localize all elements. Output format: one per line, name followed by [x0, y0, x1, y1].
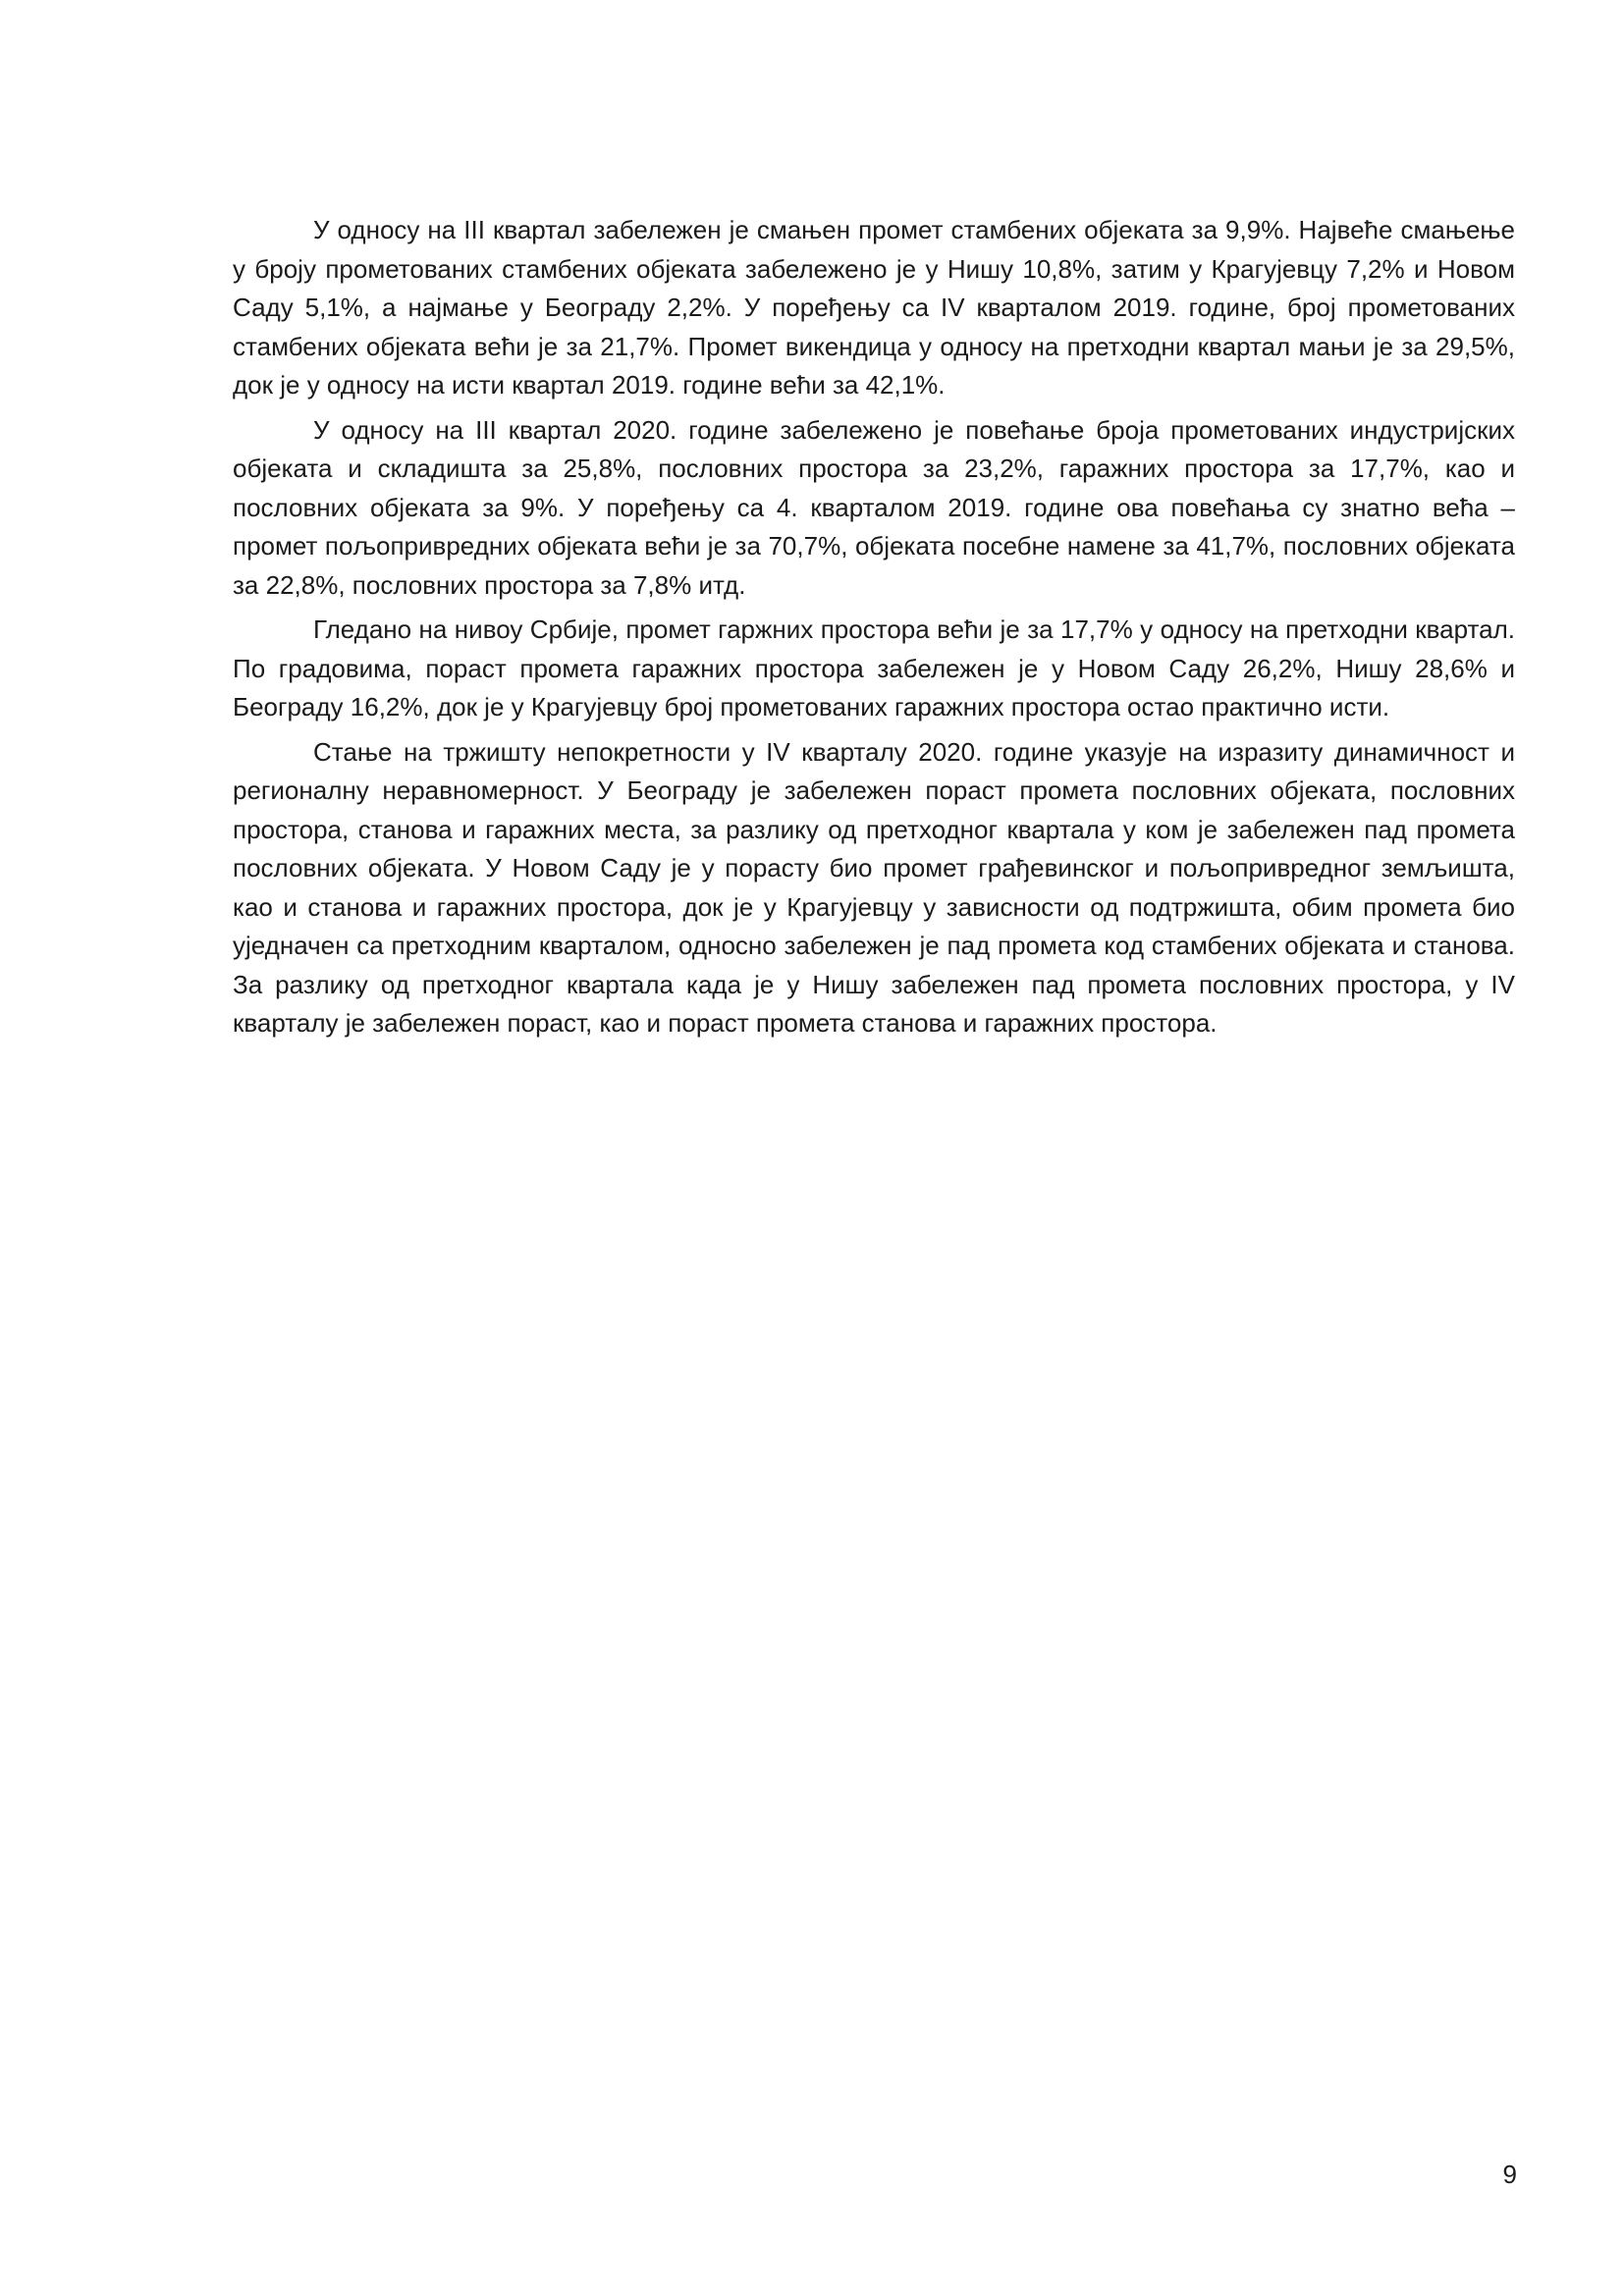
page-number: 9 [1502, 2160, 1517, 2189]
paragraph-commercial-turnover: У односу на III квартал 2020. године забележено је повећање броја прометованих индустријских објеката и складишта за 25,8%, пословних простора за 23,2%, гаражних простора за 17,7%, као и пословних објеката за 9%. У поређењу са 4. кварталом 2019. године ова повећања су знатно већа – промет пољопривредних објеката већи је за 70,7%, објеката посебне намене за 41,7%, пословних објеката за 22,8%, пословних простора за 7,8% итд. [233, 414, 1515, 600]
paragraph-garage-turnover: Гледано на нивоу Србије, промет гаржних простора већи је за 17,7% у односу на претходни квартал. По градовима, пораст промета гаражних простора забележен је у Новом Саду 26,2%, Нишу 28,6% и Београду 16,2%, док је у Крагујевцу број прометованих гаражних простора остао практично исти. [233, 614, 1515, 721]
paragraph-market-summary: Стање на тржишту непокретности у IV кварталу 2020. године указује на изразиту динамичност и регионалну неравномерност. У Београду је забележен пораст промета пословних објеката, пословних простора, станова и гаражних места, за разлику од претходног квартала у ком је забележен пад промета пословних објеката. У Новом Саду је у порасту био промет грађевинског и пољопривредног земљишта, као и станова и гаражних простора, док је у Крагујевцу у зависности од подтржишта, обим промета био уједначен са претходним кварталом, односно забележен је пад промета код стамбених објеката и станова. За разлику од претходног квартала када је у Нишу забележен пад промета пословних простора, у IV кварталу је забележен пораст, као и пораст промета станова и гаражних простора. [233, 736, 1515, 1038]
paragraph-residential-turnover: У односу на III квартал забележен је смањен промет стамбених објеката за 9,9%. Највеће смањење у броју прометованих стамбених објеката забележено је у Нишу 10,8%, затим у Крагујевцу 7,2% и Новом Саду 5,1%, а најмање у Београду 2,2%. У поређењу са IV кварталом 2019. године, број прометованих стамбених објеката већи је за 21,7%. Промет викендица у односу на претходни квартал мањи је за 29,5%, док је у односу на исти квартал 2019. године већи за 42,1%. [233, 215, 1515, 400]
document-body [233, 211, 1515, 1049]
